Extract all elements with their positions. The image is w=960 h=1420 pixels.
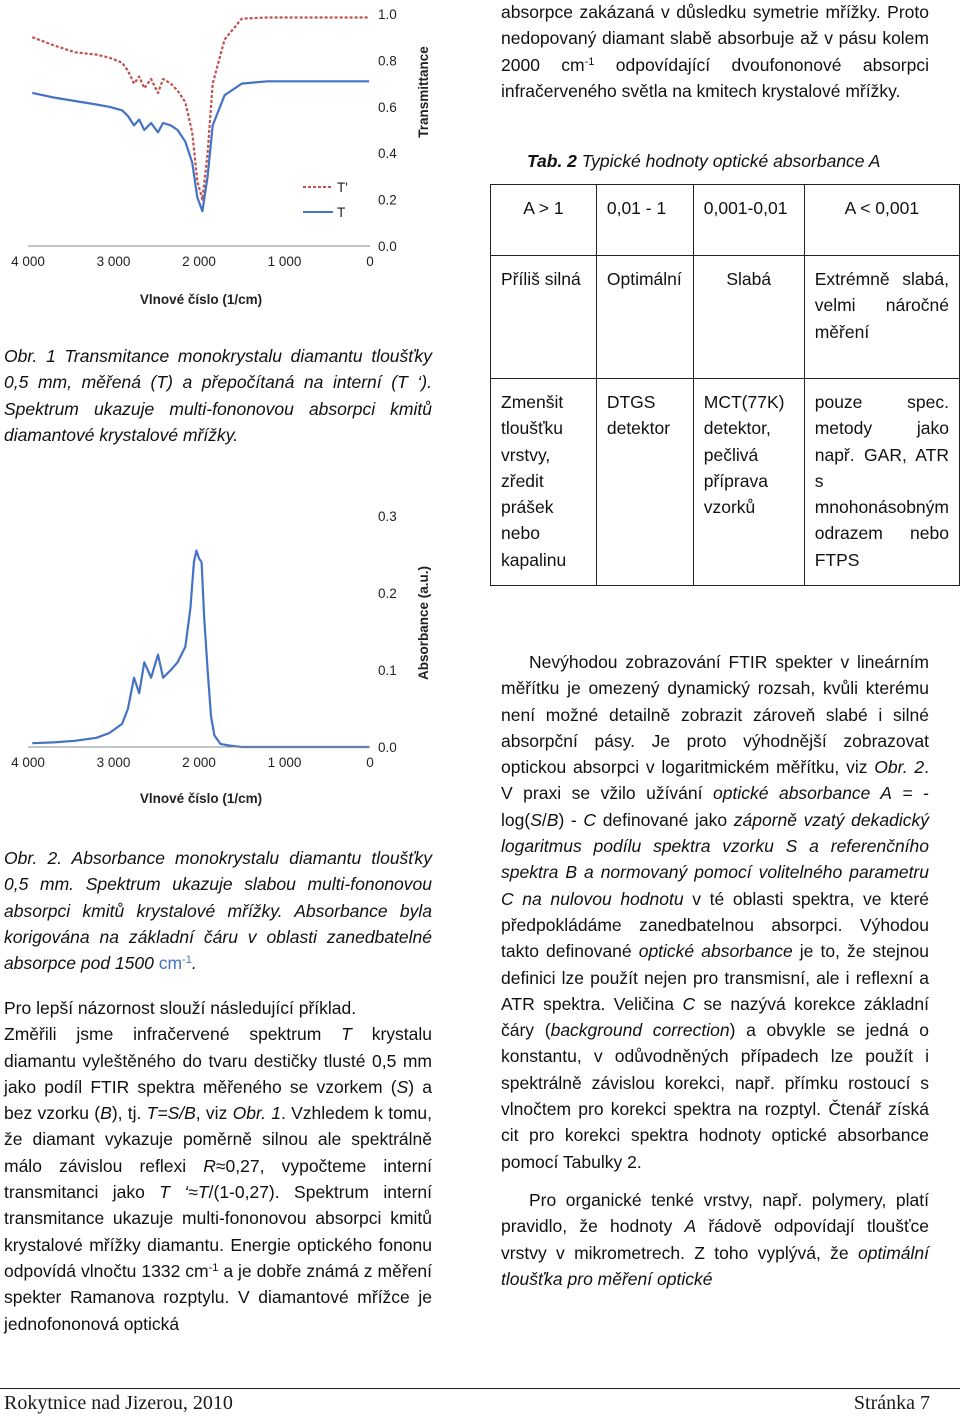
x-tick-label: 3 000 <box>96 755 131 770</box>
x-tick-label: 0 <box>366 755 374 770</box>
transmittance-chart <box>0 0 440 310</box>
absorbance-table <box>490 184 960 586</box>
right-column-text <box>501 649 929 1292</box>
x-tick-label: 1 000 <box>267 755 302 770</box>
y-tick-label: 0.4 <box>378 146 397 162</box>
y-tick-label: 0.2 <box>378 192 397 208</box>
table-row <box>491 379 960 586</box>
paragraph-absorbance-definition <box>501 649 929 1175</box>
text-run: ) - <box>558 809 584 830</box>
transmittance-legend <box>303 180 348 220</box>
y-tick-label: 0.3 <box>378 509 397 524</box>
absorbance-chart <box>0 490 440 815</box>
text-run: a je dobře známá z měření spekter Ramanova rozptylu. V diamantové mřížce je jednofononová optická <box>4 1260 432 1334</box>
text-run: S <box>396 1076 409 1097</box>
text-run: ) a bez vzorku ( <box>4 1076 432 1124</box>
table-cell: Optimální <box>596 256 693 379</box>
text-run: T <box>341 1024 352 1045</box>
x-tick-label: 3 000 <box>96 254 131 269</box>
table-row <box>491 256 960 379</box>
figure-1-text: Transmitance monokrystalu diamantu tloušťky 0,5 mm, měřená (T) a přepočítaná na interní (T ‘). Spektrum ukazuje multi-fononovou absorpci kmitů diamantové krystalové mřížky. <box>4 346 432 445</box>
text-run: . V praxi se vžilo užívání <box>501 757 929 804</box>
table-cell: Extrémně slabá, velmi náročné měření <box>804 256 959 379</box>
text-run: , viz <box>195 1103 233 1124</box>
table-header-cell: A < 0,001 <box>804 185 959 256</box>
text-run: S <box>530 809 542 830</box>
figure-1-label: Obr. 1 <box>4 346 56 366</box>
paragraph-organic-layers <box>501 1187 929 1292</box>
x-tick-label: 0 <box>366 254 374 269</box>
text-run: se nazývá korekce základní čáry ( <box>501 993 930 1041</box>
table-caption-text: Typické hodnoty optické absorbance A <box>576 151 881 171</box>
x-tick-label: 2 000 <box>182 254 216 269</box>
text-run: Pro organické tenké vrstvy, např. polymery, platí pravidlo, že hodnoty <box>501 1189 929 1237</box>
legend-label-t-prime: T' <box>337 180 348 195</box>
text-run: Obr. 1 <box>232 1103 281 1124</box>
text-run: řádově odpovídají tloušťce vrstvy v mikrometrech. Z toho vyplývá, že <box>501 1216 929 1263</box>
page-footer <box>0 1388 960 1420</box>
text-run: T ‘ <box>159 1182 189 1203</box>
x-tick-label: 4 000 <box>11 254 45 269</box>
table-cell: DTGS detektor <box>596 379 693 586</box>
table-cell: Zmenšit tloušťku vrstvy, zředit prášek nebo kapalinu <box>491 379 597 586</box>
text-run: Změřili jsme infračervené spektrum <box>4 1024 342 1045</box>
text-run: optimální tloušťka pro měření optické <box>501 1242 929 1289</box>
table-cell: Slabá <box>693 256 804 379</box>
table-header-cell: 0,01 - 1 <box>596 185 693 256</box>
text-run: v té oblasti spektra, ve které předpokládáme zanedbatelnou absorpci. Výhodou takto definované <box>501 888 930 962</box>
table-caption-label: Tab. 2 <box>527 151 577 171</box>
legend-label-t: T <box>337 205 346 220</box>
text-run: záporně vzatý dekadický logaritmus podílu spektra vzorku S a referenčního spektra B a normovaný pomocí volitelného parametru C na nulovou hodnotu <box>501 809 929 909</box>
text-run: C <box>682 993 696 1014</box>
figure-2-caption <box>4 845 432 976</box>
text-run: ≈0,27, vypočteme interní transmitanci jako <box>4 1155 432 1203</box>
text-run: ), tj. <box>111 1103 147 1124</box>
absorbance-plot-area <box>32 551 369 747</box>
table-caption <box>527 151 880 172</box>
y-tick-label: 0.6 <box>378 99 397 115</box>
x-tick-label: 2 000 <box>182 755 216 770</box>
left-column-text <box>4 995 432 1337</box>
table-header-cell: 0,001-0,01 <box>693 185 804 256</box>
text-run: absorpce zakázaná v důsledku symetrie mřížky. Proto nedopovaný diamant slabě absorbuje až v pásu kolem 2000 cm <box>501 2 929 75</box>
absorbance-x-label: Vlnové číslo (1/cm) <box>139 791 263 806</box>
text-run: Obr. 2 <box>874 757 925 778</box>
figure-2-label: Obr. 2. <box>4 848 63 868</box>
text-run: background correction <box>550 1020 730 1041</box>
figure-2-unit: cm <box>158 953 183 974</box>
series-line-t <box>32 81 369 211</box>
text-run: T=S/B <box>146 1103 196 1124</box>
text-run: B <box>100 1103 112 1124</box>
text-run: = - log( <box>501 783 929 830</box>
text-run: je to, že stejnou definici lze použít nejen pro transmisní, ale i reflexní a ATR spektra. Veličina <box>501 941 929 1014</box>
text-run: T <box>197 1182 209 1203</box>
transmittance-y-label: Transmittance <box>416 46 431 138</box>
text-run: -1 <box>584 55 595 68</box>
figure-2-end: . <box>191 953 197 974</box>
y-tick-label: 0.0 <box>378 740 397 755</box>
text-run: odpovídající dvoufononové absorpci infračerveného světla na kmitech krystalové mřížky. <box>501 54 930 101</box>
y-tick-label: 0.2 <box>378 586 397 601</box>
text-run: C <box>583 809 597 830</box>
text-run: / <box>541 809 547 830</box>
transmittance-plot-area <box>32 18 369 212</box>
figure-2-text: Absorbance monokrystalu diamantu tloušťky 0,5 mm. Spektrum ukazuje slabou multi-fononovou absorpci kmitů krystalové mřížky. Absorbance byla korigována na základní čáru v oblasti zanedbatelné absorpce pod 1500 <box>4 848 432 974</box>
table-cell: pouze spec. metody jako např. GAR, ATR s mnohonásobným odrazem nebo FTPS <box>804 379 959 586</box>
text-run: optické absorbance <box>638 941 793 962</box>
paragraph-example-intro: Pro lepší názornost slouží následující příklad. <box>4 998 357 1018</box>
text-run: -1 <box>208 1261 219 1274</box>
y-tick-label: 0.8 <box>378 53 397 69</box>
text-run: optické absorbance A <box>713 783 892 804</box>
table-cell: Příliš silná <box>491 256 597 379</box>
text-run: B <box>546 809 559 830</box>
right-column-top-text <box>501 0 929 104</box>
transmittance-axes <box>11 7 397 269</box>
figure-1-caption <box>4 343 432 448</box>
text-run: ≈ <box>188 1182 198 1203</box>
x-tick-label: 4 000 <box>11 755 45 770</box>
paragraph-measurement <box>4 1021 432 1337</box>
text-run: A <box>684 1216 697 1237</box>
transmittance-x-label: Vlnové číslo (1/cm) <box>139 292 263 307</box>
text-run: R <box>203 1155 216 1176</box>
y-tick-label: 1.0 <box>378 7 397 22</box>
absorbance-axes <box>11 509 397 770</box>
table-header-row <box>491 185 960 256</box>
text-run: . Vzhledem k tomu, že diamant vykazuje poměrně silnou ale spektrálně málo závislou reflexi <box>4 1103 432 1176</box>
text-run: /(1-0,27). Spektrum interní transmitance ukazuje multi-fononovou absorpci kmitů krystalové mřížky diamantu. Energie optického fononu odpovídá vlnočtu 1332 cm <box>4 1182 432 1281</box>
y-tick-label: 0.0 <box>378 239 397 254</box>
footer-location: Rokytnice nad Jizerou, 2010 <box>4 1392 233 1414</box>
table-header-cell: A > 1 <box>491 185 597 256</box>
table-cell: MCT(77K) detektor, pečlivá příprava vzorků <box>693 379 804 586</box>
text-run: Nevýhodou zobrazování FTIR spekter v lineárním měřítku je omezený dynamický rozsah, kvůli kterému není možné detailně zobrazit zároveň slabé i silné absorpční pásy. Je proto výhodnější zobrazovat optickou absorpci v logaritmickém měřítku, viz <box>501 652 929 778</box>
absorbance-y-label: Absorbance (a.u.) <box>416 565 431 681</box>
x-tick-label: 1 000 <box>267 254 302 269</box>
footer-page-number: Stránka 7 <box>853 1392 930 1414</box>
series-line-a <box>32 551 369 747</box>
y-tick-label: 0.1 <box>378 663 397 678</box>
text-run: ) a obvykle se jedná o konstantu, v odůvodněných případech lze použít i spektrálně závislou korekci, např. přímku rostoucí s vlnočtem pro korekci spektra na rozptyl. Čtenář získá cit pro korekci spektra hodnoty optické absorbance pomocí Tabulky 2. <box>501 1020 930 1172</box>
series-line-t-prime <box>32 18 369 200</box>
figure-2-unit-exponent: -1 <box>182 954 192 967</box>
text-run: krystalu diamantu vyleštěného do tvaru destičky tlusté 0,5 mm jako podíl FTIR spektra měřeného se vzorkem ( <box>4 1024 433 1097</box>
text-run: definované jako <box>596 809 734 830</box>
